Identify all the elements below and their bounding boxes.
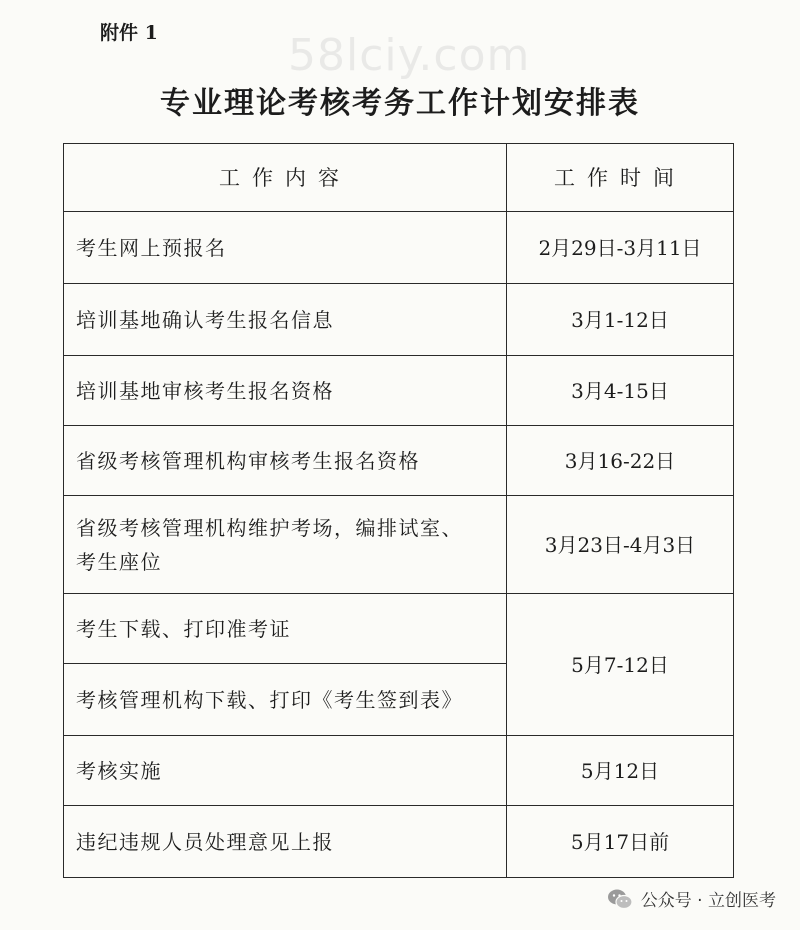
row-time: 3月4-15日 <box>507 356 734 426</box>
row-content-line: 考生座位 <box>76 549 162 574</box>
table-row <box>64 212 734 284</box>
table-row <box>64 806 734 878</box>
row-time: 2月29日-3月11日 <box>507 212 734 284</box>
wechat-icon <box>607 888 633 910</box>
row-time: 5月12日 <box>507 736 734 806</box>
column-header-content: 工作内容 <box>64 144 507 212</box>
row-content: 违纪违规人员处理意见上报 <box>64 806 507 878</box>
row-time: 3月1-12日 <box>507 284 734 356</box>
column-header-time: 工作时间 <box>507 144 734 212</box>
row-time: 3月16-22日 <box>507 426 734 496</box>
page-title: 专业理论考核考务工作计划安排表 <box>160 86 640 121</box>
table-row <box>64 426 734 496</box>
table-row <box>64 356 734 426</box>
row-content <box>64 496 507 594</box>
row-content: 培训基地确认考生报名信息 <box>64 284 507 356</box>
schedule-table <box>63 143 734 878</box>
row-time: 5月17日前 <box>507 806 734 878</box>
footer-source-text: 公众号 · 立创医考 <box>640 891 776 911</box>
watermark: 58lciy.com <box>288 30 531 81</box>
row-content: 考生下载、打印准考证 <box>64 594 507 664</box>
table-header-row <box>64 144 734 212</box>
row-content: 考核管理机构下载、打印《考生签到表》 <box>64 664 507 736</box>
table-row <box>64 496 734 594</box>
table-row <box>64 284 734 356</box>
row-time: 3月23日-4月3日 <box>507 496 734 594</box>
row-content: 考核实施 <box>64 736 507 806</box>
row-content: 培训基地审核考生报名资格 <box>64 356 507 426</box>
row-time: 5月7-12日 <box>507 594 734 736</box>
table-row <box>64 736 734 806</box>
row-content: 省级考核管理机构审核考生报名资格 <box>64 426 507 496</box>
source-footer <box>607 886 776 911</box>
row-content-line: 省级考核管理机构维护考场，编排试室、 <box>76 515 463 540</box>
table-row <box>64 594 734 664</box>
attachment-label: 附件 1 <box>100 22 158 44</box>
row-content: 考生网上预报名 <box>64 212 507 284</box>
